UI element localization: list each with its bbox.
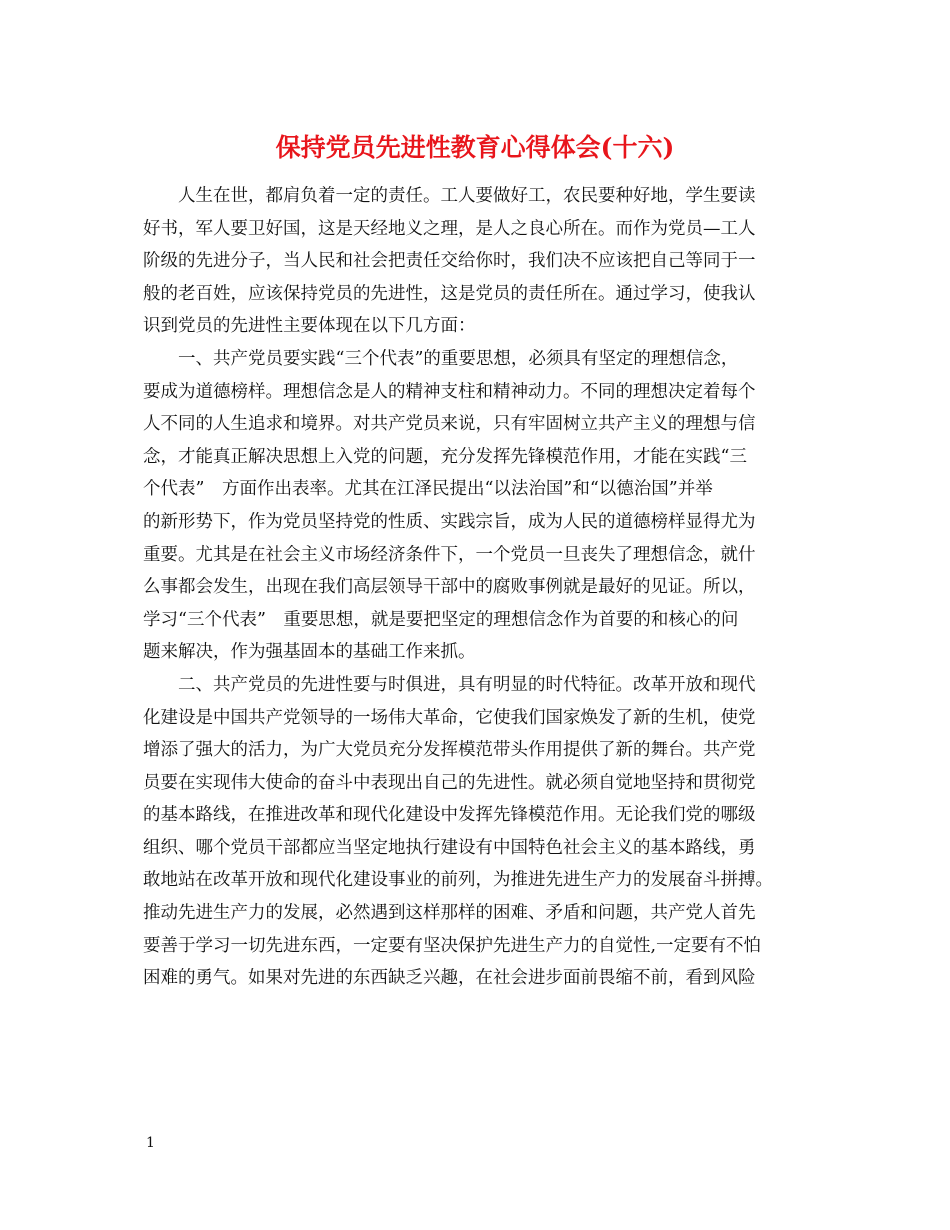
text-line: 化建设是中国共产党领导的一场伟大革命，它使我们国家焕发了新的生机，使党 [143, 707, 756, 728]
text-line: 个代表” 方面作出表率。尤其在江泽民提出“以法治国”和“以德治国”并举 [143, 479, 713, 500]
text-line: 员要在实现伟大使命的奋斗中表现出自己的先进性。就必须自觉地坚持和贯彻党 [143, 772, 756, 793]
text-line: 的新形势下，作为党员坚持党的性质、实践宗旨，成为人民的道德榜样显得尤为 [143, 511, 756, 532]
text-line: 重要。尤其是在社会主义市场经济条件下，一个党员一旦丧失了理想信念，就什 [143, 544, 756, 565]
text-line: 好书，军人要卫好国，这是天经地义之理，是人之良心所在。而作为党员—工人 [143, 218, 756, 239]
text-line: 二、共产党员的先进性要与时俱进，具有明显的时代特征。改革开放和现代 [143, 674, 756, 695]
text-line: 识到党员的先进性主要体现在以下几方面： [143, 316, 476, 337]
text-line: 人生在世，都肩负着一定的责任。工人要做好工，农民要种好地，学生要读 [143, 186, 756, 206]
text-line: 题来解决，作为强基固本的基础工作来抓。 [143, 642, 476, 663]
text-line: 般的老百姓，应该保持党员的先进性，这是党员的责任所在。通过学习，使我认 [143, 283, 756, 304]
text-line: 的基本路线，在推进改革和现代化建设中发挥先锋模范作用。无论我们党的哪级 [143, 805, 756, 826]
text-line: 人不同的人生追求和境界。对共产党员来说，只有牢固树立共产主义的理想与信 [143, 414, 756, 435]
text-line: 一、共产党员要实践“三个代表”的重要思想，必须具有坚定的理想信念， [143, 348, 739, 369]
text-line: 么事都会发生，出现在我们高层领导干部中的腐败事例就是最好的见证。所以， [143, 577, 756, 598]
text-line: 学习“三个代表” 重要思想，就是要把坚定的理想信念作为首要的和核心的问 [143, 609, 739, 630]
page-number: 1 [146, 1135, 155, 1151]
text-line: 要成为道德榜样。理想信念是人的精神支柱和精神动力。不同的理想决定着每个 [143, 381, 756, 402]
text-line: 增添了强大的活力，为广大党员充分发挥模范带头作用提供了新的舞台。共产党 [143, 740, 756, 761]
text-line: 阶级的先进分子，当人民和社会把责任交给你时，我们决不应该把自己等同于一 [143, 251, 756, 272]
text-line: 敢地站在改革开放和现代化建设事业的前列，为推进先进生产力的发展奋斗拼搏。 [143, 870, 773, 891]
document-title: 保持党员先进性教育心得体会(十六) [275, 133, 675, 162]
document-body [143, 180, 811, 995]
text-line: 要善于学习一切先进东西，一定要有坚决保护先进生产力的自觉性,一定要有不怕 [143, 935, 762, 956]
text-line: 推动先进生产力的发展，必然遇到这样那样的困难、矛盾和问题，共产党人首先 [143, 903, 756, 924]
text-line: 念，才能真正解决思想上入党的问题，充分发挥先锋模范作用，才能在实践“三 [143, 446, 747, 467]
text-line: 困难的勇气。如果对先进的东西缺乏兴趣，在社会进步面前畏缩不前，看到风险 [143, 968, 756, 989]
text-line: 组织、哪个党员干部都应当坚定地执行建设有中国特色社会主义的基本路线，勇 [143, 837, 756, 858]
